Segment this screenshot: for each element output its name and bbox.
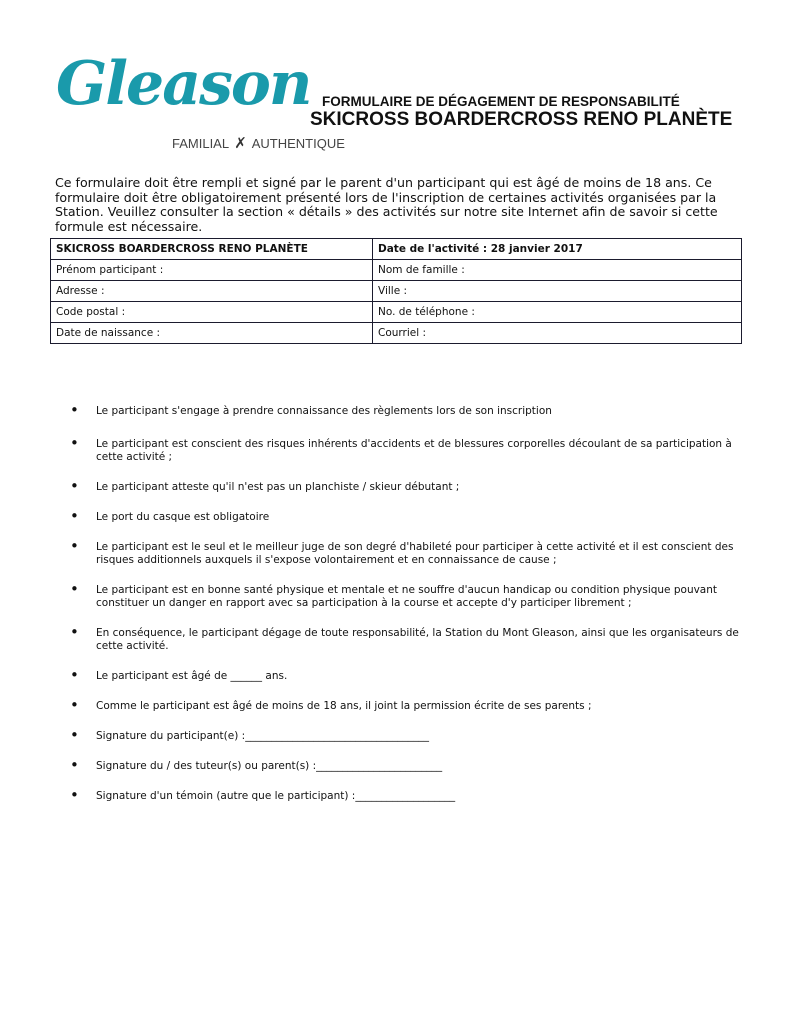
bullet-icon: • — [70, 756, 79, 774]
list-item-text: Le port du casque est obligatoire — [96, 511, 270, 523]
list-item-text: Le participant est en bonne santé physique et mentale et ne souffre d'aucun handicap ou condition physique pouvant constituer un danger en rapport avec sa participation à la course et accepte d'y participer librement ; — [96, 584, 718, 609]
list-item-text: Le participant est conscient des risques inhérents d'accidents et de blessures corporelles découlant de sa participation à cette activité ; — [96, 438, 732, 463]
logo-wordmark: Gleason — [56, 49, 311, 119]
bullet-icon: • — [70, 507, 79, 525]
bullet-icon: • — [70, 623, 79, 641]
crossed-utensils-icon: ✗ — [234, 135, 247, 152]
conditions-list — [70, 401, 740, 804]
list-item — [70, 756, 740, 774]
list-item — [70, 507, 740, 525]
address-field[interactable]: Adresse : — [51, 281, 373, 302]
table-row — [51, 260, 742, 281]
intro-paragraph: Ce formulaire doit être rempli et signé par le parent d'un participant qui est âgé de moins de 18 ans. Ce formulaire doit être obligatoirement présenté lors de l'inscription de certaines activités organisées par la Station. Veuillez consulter la section « détails » des activités sur notre site Internet afin de savoir si cette formule est nécessaire. — [55, 175, 718, 234]
bullet-icon: • — [70, 477, 79, 495]
list-item — [70, 696, 740, 714]
table-row — [51, 302, 742, 323]
phone-field[interactable]: No. de téléphone : — [373, 302, 742, 323]
table-row — [51, 323, 742, 344]
list-item-text: Le participant s'engage à prendre connaissance des règlements lors de son inscription — [96, 405, 552, 417]
list-item — [70, 537, 740, 567]
list-item — [70, 666, 740, 684]
list-item-text: Le participant atteste qu'il n'est pas un planchiste / skieur débutant ; — [96, 481, 460, 493]
bullet-icon: • — [70, 786, 79, 804]
bullet-icon: • — [70, 666, 79, 684]
bullet-icon: • — [70, 401, 79, 419]
form-title: SKICROSS BOARDERCROSS RENO PLANÈTE — [310, 109, 733, 130]
bullet-icon: • — [70, 580, 79, 598]
table-row — [51, 239, 742, 260]
list-item — [70, 477, 740, 495]
logo-tagline-left: FAMILIAL — [172, 136, 229, 151]
bullet-icon: • — [70, 537, 79, 555]
gleason-logo — [52, 44, 345, 160]
form-subtitle: FORMULAIRE DE DÉGAGEMENT DE RESPONSABILITÉ — [322, 94, 680, 109]
list-item — [70, 401, 740, 419]
list-item — [70, 786, 740, 804]
list-item — [70, 434, 740, 464]
list-item-text[interactable]: Le participant est âgé de ______ ans. — [96, 670, 288, 682]
bullet-icon: • — [70, 726, 79, 744]
event-name-cell: SKICROSS BOARDERCROSS RENO PLANÈTE — [51, 239, 373, 260]
participant-signature-line[interactable]: Signature du participant(e) :___________________________________ — [96, 730, 429, 742]
birth-date-field[interactable]: Date de naissance : — [51, 323, 373, 344]
list-item — [70, 726, 740, 744]
witness-signature-line[interactable]: Signature d'un témoin (autre que le participant) :___________________ — [96, 790, 456, 802]
list-item — [70, 580, 740, 610]
city-field[interactable]: Ville : — [373, 281, 742, 302]
postal-code-field[interactable]: Code postal : — [51, 302, 373, 323]
last-name-field[interactable]: Nom de famille : — [373, 260, 742, 281]
event-date-cell: Date de l'activité : 28 janvier 2017 — [373, 239, 742, 260]
bullet-icon: • — [70, 434, 79, 452]
list-item — [70, 623, 740, 653]
participant-info-table — [50, 238, 742, 344]
logo-tagline — [172, 134, 345, 152]
guardian-signature-line[interactable]: Signature du / des tuteur(s) ou parent(s) :________________________ — [96, 760, 443, 772]
list-item-text: Comme le participant est âgé de moins de 18 ans, il joint la permission écrite de ses parents ; — [96, 700, 592, 712]
table-row — [51, 281, 742, 302]
list-item-text: En conséquence, le participant dégage de toute responsabilité, la Station du Mont Gleason, ainsi que les organisateurs de cette activité. — [96, 627, 739, 652]
logo-tagline-right: AUTHENTIQUE — [251, 136, 345, 151]
email-field[interactable]: Courriel : — [373, 323, 742, 344]
bullet-icon: • — [70, 696, 79, 714]
first-name-field[interactable]: Prénom participant : — [51, 260, 373, 281]
list-item-text: Le participant est le seul et le meilleur juge de son degré d'habileté pour participer à cette activité et il est conscient des risques additionnels auxquels il s'expose volontairement et en connaissance de cause ; — [96, 541, 734, 566]
